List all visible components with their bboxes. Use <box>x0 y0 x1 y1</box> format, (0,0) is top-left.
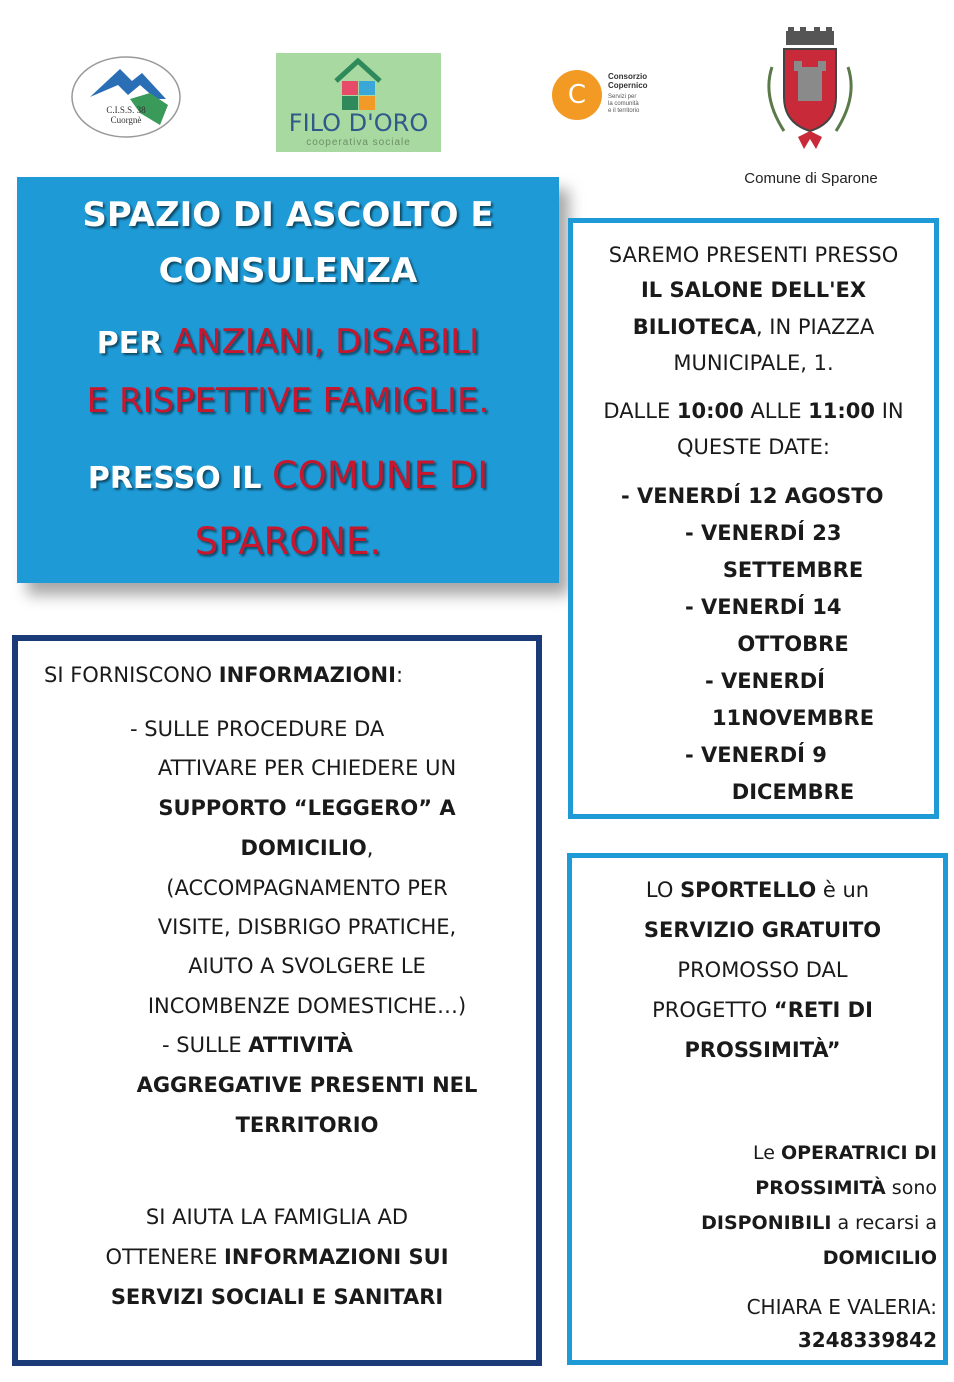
service-sportello: SPORTELLO <box>680 878 817 902</box>
filo-doro-subtitle: cooperativa sociale <box>306 137 411 148</box>
title-comune: COMUNE DI <box>271 454 489 497</box>
operators-line-4: DOMICILIO <box>822 1247 937 1269</box>
hours-dalle: DALLE <box>603 399 677 423</box>
date-4-month: 11NOVEMBRE <box>711 706 875 730</box>
contact-phone[interactable]: 3248339842 <box>797 1328 937 1352</box>
copernico-name-2: Copernico <box>608 81 648 90</box>
info-heading-a: SI FORNISCONO <box>44 663 219 687</box>
bullet-1-line-4 <box>18 836 596 860</box>
title-line-4: E RISPETTIVE FAMIGLIE. <box>86 381 490 421</box>
copernico-c-icon: C <box>552 70 602 120</box>
location-box <box>568 218 939 819</box>
info-domicilio: DOMICILIO <box>240 836 367 860</box>
operators-prossimita: PROSSIMITÀ <box>755 1177 886 1199</box>
service-progetto: PROGETTO <box>652 998 774 1022</box>
operators-operatrici: OPERATRICI DI <box>780 1142 937 1164</box>
location-biblioteca: BILIOTECA <box>632 315 756 339</box>
location-piazza: , IN PIAZZA <box>755 315 875 339</box>
service-line-4 <box>572 998 953 1022</box>
service-box <box>567 853 948 1365</box>
info-sulle: - SULLE <box>162 1033 249 1057</box>
family-line-3: SERVIZI SOCIALI E SANITARI <box>110 1285 444 1309</box>
filo-doro-logo <box>276 53 441 152</box>
location-line-2: IL SALONE DELL'EX <box>640 278 867 302</box>
operators-le: Le <box>752 1142 781 1164</box>
copernico-sub-3: e il territorio <box>608 108 640 114</box>
date-5-month: DICEMBRE <box>731 780 855 804</box>
family-informazioni: INFORMAZIONI SUI <box>224 1245 449 1269</box>
location-line-6: QUESTE DATE: <box>677 435 830 459</box>
crest-caption: Comune di Sparone <box>744 170 878 187</box>
contact-names: CHIARA E VALERIA: <box>746 1295 937 1319</box>
operators-line-2 <box>572 1177 937 1199</box>
location-line-3 <box>573 315 934 339</box>
hours-in: IN <box>875 399 904 423</box>
operators-recarsi: a recarsi a <box>831 1212 937 1234</box>
date-1: - VENERDÍ 12 AGOSTO <box>621 484 884 508</box>
date-2-month: SETTEMBRE <box>722 558 864 582</box>
bullet-1-line-1: - SULLE PROCEDURE DA <box>130 717 385 741</box>
date-3: - VENERDÍ 14 <box>685 595 842 619</box>
bullet-1-line-3: SUPPORTO “LEGGERO” A <box>158 796 456 820</box>
location-hours <box>573 399 934 423</box>
bullet-2-line-1 <box>162 1033 353 1057</box>
family-line-1: SI AIUTA LA FAMIGLIA AD <box>145 1205 409 1229</box>
title-line-1: SPAZIO DI ASCOLTO E <box>82 195 494 235</box>
title-line-6: SPARONE. <box>194 520 382 563</box>
title-anziani: ANZIANI, DISABILI <box>172 322 480 362</box>
location-line-1: SAREMO PRESENTI PRESSO <box>608 243 899 267</box>
ciss-name: C.I.S.S. 38 <box>106 105 146 115</box>
service-line-2: SERVIZIO GRATUITO <box>643 918 882 942</box>
copernico-sub-2: la comunità <box>608 101 639 107</box>
title-banner <box>17 177 559 583</box>
info-heading <box>44 663 403 687</box>
info-comma: , <box>366 836 374 860</box>
service-line-3: PROMOSSO DAL <box>677 958 848 982</box>
date-3-month: OTTOBRE <box>737 632 849 656</box>
info-box <box>12 635 542 1366</box>
bullet-1-line-6: VISITE, DISBRIGO PRATICHE, <box>157 915 457 939</box>
bullet-2-line-2: AGGREGATIVE PRESENTI NEL <box>136 1073 478 1097</box>
sparone-crest <box>754 27 866 153</box>
service-reti: “RETI DI <box>773 998 873 1022</box>
family-ottenere: OTTENERE <box>105 1245 225 1269</box>
operators-sono: sono <box>885 1177 937 1199</box>
bullet-2-line-3: TERRITORIO <box>235 1113 379 1137</box>
ciss-logo <box>70 55 182 139</box>
hours-end: 11:00 <box>808 399 876 423</box>
house-icon <box>276 53 441 113</box>
bullet-1-line-8: INCOMBENZE DOMESTICHE…) <box>147 994 467 1018</box>
hours-start: 10:00 <box>676 399 744 423</box>
info-heading-c: : <box>395 663 404 687</box>
hours-alle: ALLE <box>743 399 809 423</box>
info-attivita: ATTIVITÀ <box>248 1033 353 1057</box>
copernico-logo <box>552 68 657 120</box>
date-2: - VENERDÍ 23 <box>685 521 842 545</box>
title-line-3 <box>17 322 559 362</box>
title-line-2: CONSULENZA <box>158 251 418 291</box>
service-lo: LO <box>645 878 681 902</box>
ciss-mountain-icon <box>70 55 182 139</box>
service-line-5: PROSSIMITÀ” <box>684 1038 841 1062</box>
bullet-1-line-2: ATTIVARE PER CHIEDERE UN <box>157 756 457 780</box>
info-heading-b: INFORMAZIONI <box>218 663 396 687</box>
filo-doro-name: FILO D'ORO <box>288 109 429 137</box>
operators-line-3 <box>572 1212 937 1234</box>
bullet-1-line-5: (ACCOMPAGNAMENTO PER <box>166 876 448 900</box>
date-5: - VENERDÍ 9 <box>685 743 827 767</box>
operators-line-1 <box>572 1142 937 1164</box>
service-e-un: è un <box>816 878 870 902</box>
location-line-4: MUNICIPALE, 1. <box>673 351 834 375</box>
bullet-1-line-7: AIUTO A SVOLGERE LE <box>188 954 426 978</box>
title-per: PER <box>96 326 173 361</box>
title-line-5 <box>17 454 559 497</box>
family-line-2 <box>18 1245 536 1269</box>
coat-of-arms-icon <box>754 27 866 153</box>
service-line-1 <box>572 878 943 902</box>
copernico-sub-1: Servizi per <box>608 94 637 100</box>
title-presso: PRESSO IL <box>87 461 272 496</box>
copernico-name-1: Consorzio <box>608 72 648 81</box>
date-4: - VENERDÍ <box>705 669 825 693</box>
operators-disponibili: DISPONIBILI <box>701 1212 832 1234</box>
ciss-town: Cuorgnè <box>110 115 142 125</box>
